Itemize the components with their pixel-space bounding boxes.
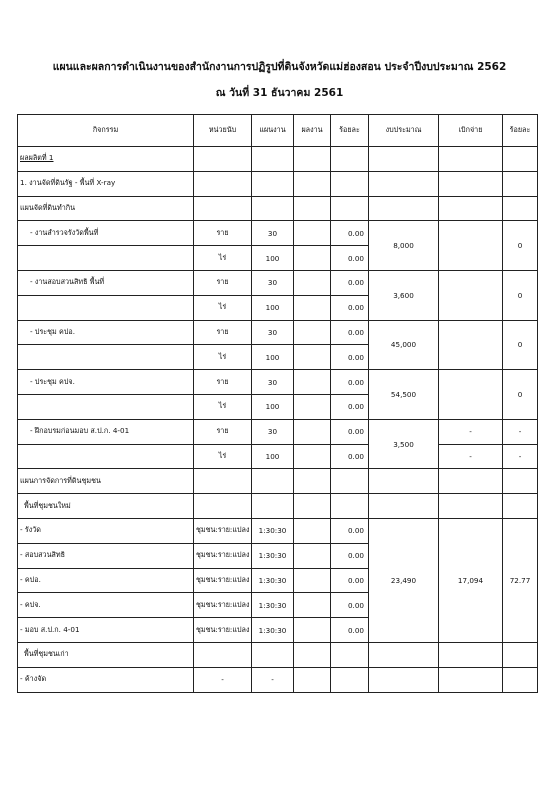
plan-cell: 30 <box>252 419 294 444</box>
budget-cell: 54,500 <box>369 370 439 420</box>
unit-cell: ไร่ <box>194 246 252 271</box>
unit-cell: ราย <box>194 370 252 395</box>
plan-cell: 100 <box>252 394 294 419</box>
activity-name: - ประชุม คปจ. <box>18 370 194 395</box>
budget-cell: 23,490 <box>369 518 439 642</box>
disbursed-cell: 17,094 <box>439 518 503 642</box>
percent-cell: 0.00 <box>331 419 369 444</box>
percent-cell: 0.00 <box>331 270 369 295</box>
plan-cell: 100 <box>252 295 294 320</box>
col-plan: แผนงาน <box>252 115 294 147</box>
disbursed-cell: - <box>439 444 503 469</box>
table-row <box>18 171 538 196</box>
percent-cell: 0.00 <box>331 221 369 246</box>
percent-cell: 0.00 <box>331 246 369 271</box>
activity-name: - มอบ ส.ป.ก. 4-01 <box>18 618 194 643</box>
percent-cell: 0.00 <box>331 568 369 593</box>
document-title: แผนและผลการดำเนินงานของสำนักงานการปฏิรูปที่ดินจังหวัดแม่ฮ่องสอน ประจำปีงบประมาณ 2562 <box>52 61 507 73</box>
col-result: ผลงาน <box>294 115 331 147</box>
percent-cell: 0.00 <box>331 593 369 618</box>
subsection-label: พื้นที่ชุมชนเก่า <box>18 642 194 667</box>
unit-cell: ราย <box>194 320 252 345</box>
col-budget: งบประมาณ <box>369 115 439 147</box>
activity-name: - รังวัด <box>18 518 194 543</box>
unit-cell: ไร่ <box>194 444 252 469</box>
col-activity: กิจกรรม <box>18 115 194 147</box>
disbursed-cell: - <box>439 419 503 444</box>
disbursed-percent-cell: 72.77 <box>503 518 538 642</box>
unit-cell: ไร่ <box>194 345 252 370</box>
plan-cell: 1:30:30 <box>252 593 294 618</box>
plan-cell: 1:30:30 <box>252 618 294 643</box>
section-label: แผนการจัดการที่ดินชุมชน <box>18 469 194 494</box>
table-row <box>18 419 538 444</box>
percent-cell: 0.00 <box>331 370 369 395</box>
plan-cell: 100 <box>252 345 294 370</box>
unit-cell: ราย <box>194 270 252 295</box>
output-label: ผลผลิตที่ 1 <box>18 147 194 172</box>
activity-name: - งานสำรวจรังวัดพื้นที่ <box>18 221 194 246</box>
table-row <box>18 494 538 519</box>
document-date: ณ วันที่ 31 ธันวาคม 2561 <box>215 87 344 99</box>
table-row <box>18 270 538 295</box>
plan-cell: 30 <box>252 370 294 395</box>
percent-cell: 0.00 <box>331 345 369 370</box>
activity-name: - ประชุม คปอ. <box>18 320 194 345</box>
activity-name: - ฝึกอบรมก่อนมอบ ส.ป.ก. 4-01 <box>18 419 194 444</box>
table-row <box>18 642 538 667</box>
unit-cell: ราย <box>194 419 252 444</box>
plan-cell: - <box>252 667 294 692</box>
budget-cell: 3,600 <box>369 270 439 320</box>
subsection-label: พื้นที่ชุมชนใหม่ <box>18 494 194 519</box>
table-header-row <box>18 115 538 147</box>
activity-name: - ค้างจัด <box>18 667 194 692</box>
table-row <box>18 667 538 692</box>
progress-table <box>17 114 538 693</box>
disbursed-percent-cell: - <box>503 419 538 444</box>
unit-cell: ไร่ <box>194 394 252 419</box>
plan-cell: 100 <box>252 444 294 469</box>
plan-cell: 100 <box>252 246 294 271</box>
plan-cell: 30 <box>252 221 294 246</box>
activity-name: - คปจ. <box>18 593 194 618</box>
table-row <box>18 469 538 494</box>
activity-name: - งานสอบสวนสิทธิ พื้นที่ <box>18 270 194 295</box>
unit-cell: - <box>194 667 252 692</box>
unit-cell: ราย <box>194 221 252 246</box>
budget-cell: 3,500 <box>369 419 439 469</box>
percent-cell: 0.00 <box>331 295 369 320</box>
percent-cell: 0.00 <box>331 543 369 568</box>
budget-cell: 8,000 <box>369 221 439 271</box>
disbursed-percent-cell: 0 <box>503 320 538 370</box>
col-disbursed: เบิกจ่าย <box>439 115 503 147</box>
unit-cell: ชุมชน:ราย:แปลง <box>194 518 252 543</box>
table-row <box>18 147 538 172</box>
plan-cell: 30 <box>252 320 294 345</box>
plan-cell: 1:30:30 <box>252 518 294 543</box>
plan-cell: 30 <box>252 270 294 295</box>
table-row <box>18 370 538 395</box>
activity-name: - สอบสวนสิทธิ <box>18 543 194 568</box>
disbursed-percent-cell: 0 <box>503 221 538 271</box>
table-row <box>18 221 538 246</box>
plan-cell: 1:30:30 <box>252 543 294 568</box>
col-unit: หน่วยนับ <box>194 115 252 147</box>
percent-cell: 0.00 <box>331 320 369 345</box>
percent-cell: 0.00 <box>331 618 369 643</box>
disbursed-percent-cell: - <box>503 444 538 469</box>
col-disbursed-percent: ร้อยละ <box>503 115 538 147</box>
unit-cell: ชุมชน:ราย:แปลง <box>194 618 252 643</box>
percent-cell: 0.00 <box>331 518 369 543</box>
unit-cell: ชุมชน:ราย:แปลง <box>194 568 252 593</box>
budget-cell: 45,000 <box>369 320 439 370</box>
percent-cell: 0.00 <box>331 444 369 469</box>
table-row <box>18 518 538 543</box>
activity-label: 1. งานจัดที่ดินรัฐ - พื้นที่ X-ray <box>18 171 194 196</box>
section-label: แผนจัดที่ดินทำกิน <box>18 196 194 221</box>
unit-cell: ไร่ <box>194 295 252 320</box>
col-percent: ร้อยละ <box>331 115 369 147</box>
disbursed-percent-cell: 0 <box>503 370 538 420</box>
percent-cell: 0.00 <box>331 394 369 419</box>
unit-cell: ชุมชน:ราย:แปลง <box>194 543 252 568</box>
table-row <box>18 320 538 345</box>
table-row <box>18 196 538 221</box>
unit-cell: ชุมชน:ราย:แปลง <box>194 593 252 618</box>
plan-cell: 1:30:30 <box>252 568 294 593</box>
table-row <box>18 444 538 469</box>
activity-name: - คปอ. <box>18 568 194 593</box>
disbursed-percent-cell: 0 <box>503 270 538 320</box>
